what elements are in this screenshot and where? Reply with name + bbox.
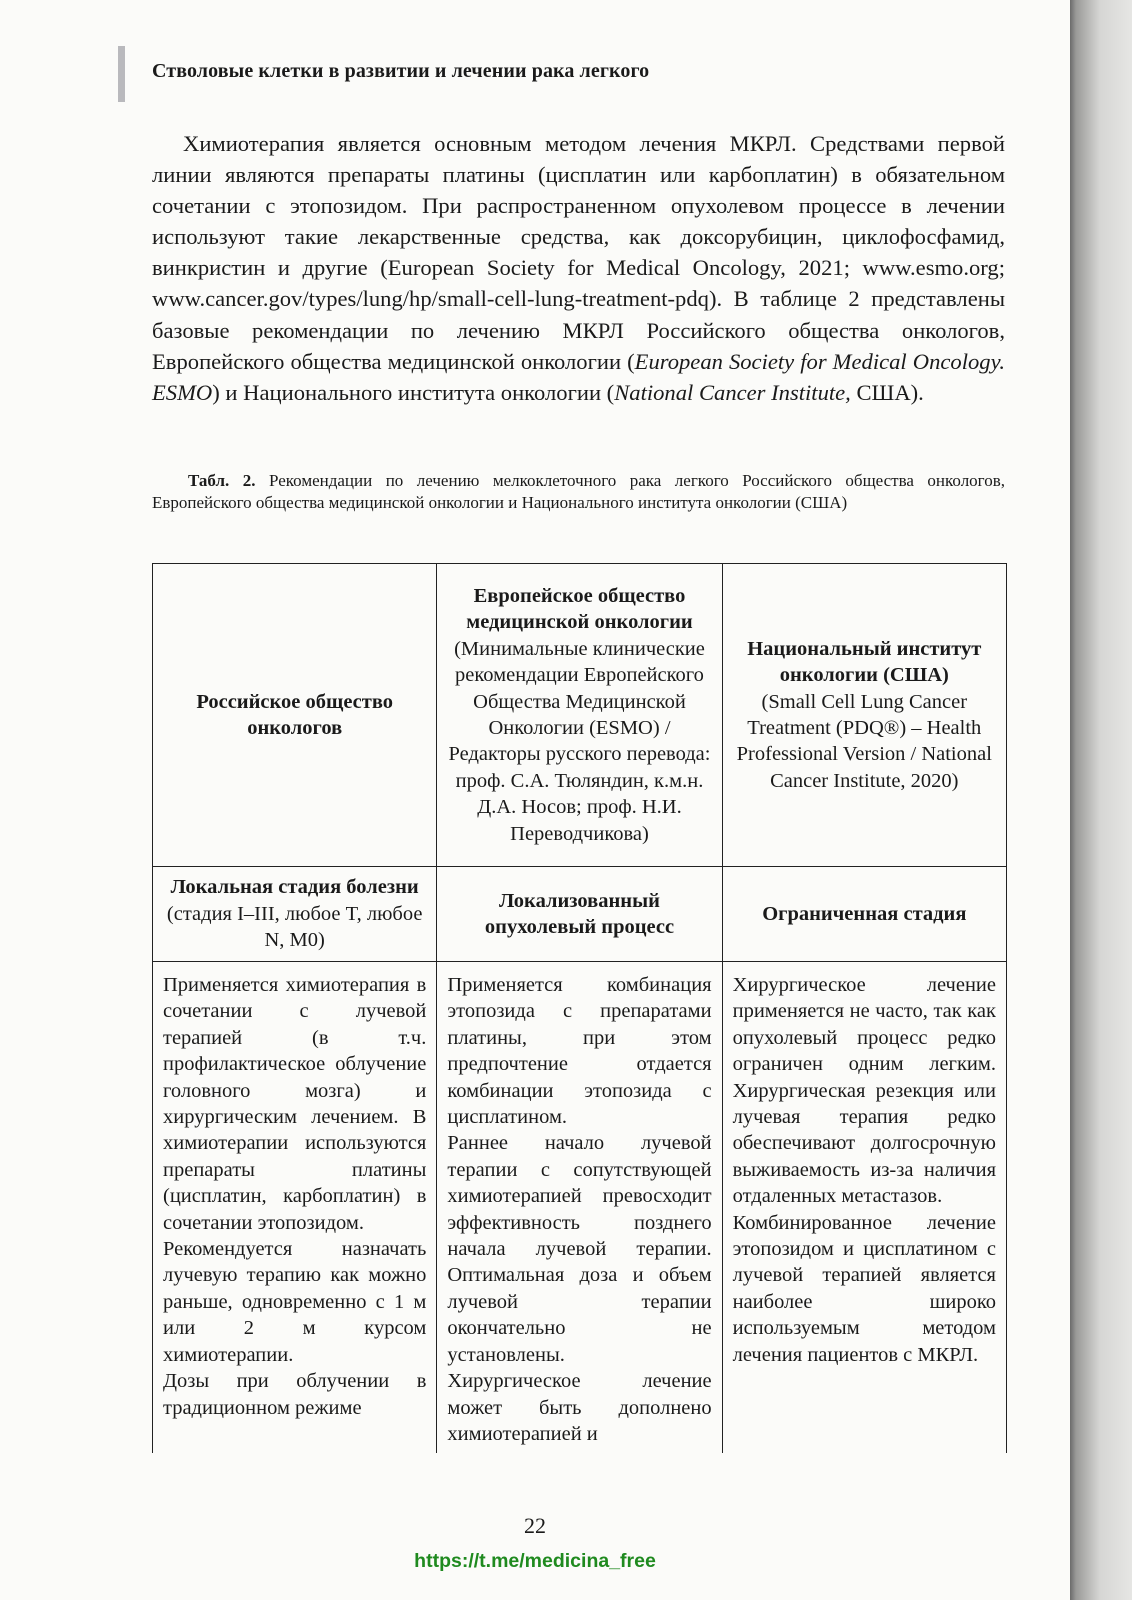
- margin-marker: [118, 46, 125, 102]
- recommendations-table: [152, 563, 1007, 1453]
- stage-russian: Локальная стадия болезни (стадия I–III, любое T, любое N, M0): [153, 867, 437, 962]
- table-label: Табл. 2.: [188, 471, 256, 490]
- paragraph-part-1: Химиотерапия является основным методом лечения МКРЛ. Средствами первой линии являются препараты платины (цисплатин или карбоплатин) в обязательном сочетании с этопозидом. При распространенном опухолевом процессе в лечении используют такие лекарственные средства, как доксорубицин, циклофосфамид, винкристин и другие (European Society for Medical Oncology, 2021; www.esmo.org; www.cancer.gov/types/lung/hp/small-cell-lung-treatment-pdq). В таблице 2 представлены базовые рекомендации по лечению МКРЛ Российского общества онкологов, Европейского общества медицинской онкологии (: [152, 131, 1005, 374]
- body-paragraph: [152, 128, 1005, 408]
- header-russian-society: Российское общество онкологов: [153, 564, 437, 867]
- table-caption: [152, 470, 1005, 514]
- table-header-row: [153, 564, 1007, 867]
- body-nci: Хирургическое лечение применяется не часто, так как опухолевый процесс редко ограничен одним легким. Хирургическая резекция или лучевая терапия редко обеспечивают долгосрочную выживаемость из-за наличия отдаленных метастазов. Комбинированное лечение этопозидом и цисплатином с лучевой терапией является наиболее широко используемым методом лечения пациентов с МКРЛ.: [722, 962, 1006, 1454]
- table-caption-text: Рекомендации по лечению мелкоклеточного рака легкого Российского общества онкологов, Европейского общества медицинской онкологии и Национального института онкологии (США): [152, 471, 1006, 512]
- table-stage-row: [153, 867, 1007, 962]
- stage-esmo: Локализованный опухолевый процесс: [437, 867, 722, 962]
- header-esmo: Европейское общество медицинской онкологии (Минимальные клинические рекомендации Европейского Общества Медицинской Онкологии (ESMO) / Редакторы русского перевода: проф. С.А. Тюляндин, к.м.н. Д.А. Носов; проф. Н.И. Переводчикова): [437, 564, 722, 867]
- body-russian: Применяется химиотерапия в сочетании с лучевой терапией (в т.ч. профилактическое облучение головного мозга) и хирургическим лечением. В химиотерапии используются препараты платины (цисплатин, карбоплатин) в сочетании этопозидом. Рекомендуется назначать лучевую терапию как можно раньше, одновременно с 1 м или 2 м курсом химиотерапии. Дозы при облучении в традиционном режиме: [153, 962, 437, 1454]
- header-nci: Национальный институт онкологии (США) (Small Cell Lung Cancer Treatment (PDQ®) – Health Professional Version / National Cancer Institute, 2020): [722, 564, 1006, 867]
- nci-name: National Cancer Institute,: [614, 379, 851, 405]
- table-body-row: [153, 962, 1007, 1454]
- page-edge-shadow: [1070, 0, 1132, 1600]
- esmo-name: European Society for Medical Oncology. ESMO: [152, 348, 1005, 405]
- body-esmo: Применяется комбинация этопозида с препаратами платины, при этом предпочтение отдается комбинации этопозида с цисплатином. Раннее начало лучевой терапии с сопутствующей химиотерапией превосходит эффективность позднего начала лучевой терапии. Оптимальная доза и объем лучевой терапии окончательно не установлены. Хирургическое лечение может быть дополнено химиотерапией и: [437, 962, 722, 1454]
- running-head: Стволовые клетки в развитии и лечении рака легкого: [152, 60, 650, 82]
- footer-link[interactable]: https://t.me/medicina_free: [414, 1550, 656, 1572]
- page-number: 22: [524, 1513, 546, 1538]
- stage-nci: Ограниченная стадия: [722, 867, 1006, 962]
- paragraph-part-3: США).: [850, 379, 924, 405]
- paragraph-part-2: ) и Национального института онкологии (: [212, 379, 615, 405]
- paragraph-text: [152, 128, 1005, 408]
